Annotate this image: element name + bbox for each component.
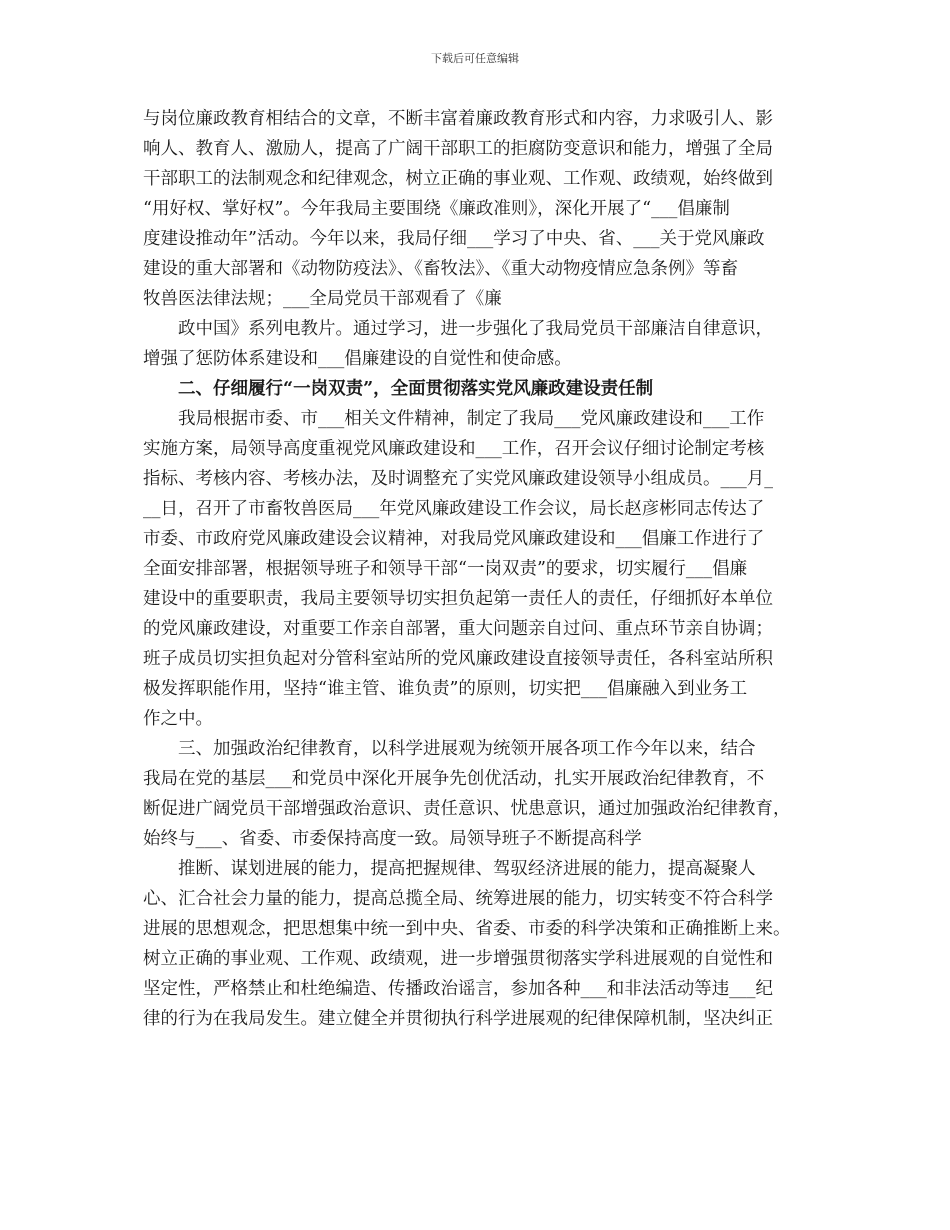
text-line: 极发挥职能作用，坚持“谁主管、谁负责”的原则，切实把___倡廉融入到业务工 — [143, 679, 748, 699]
text-line: 三、加强政治纪律教育，以科学进展观为统领开展各项工作今年以来，结合 — [178, 739, 756, 759]
text-line: 实施方案，局领导高度重视党风廉政建设和___工作，召开会议仔细讨论制定考核 — [143, 439, 765, 459]
text-line: 作之中。 — [143, 709, 213, 729]
text-line: 干部职工的法制观念和纪律观念，树立正确的事业观、工作观、政绩观，始终做到 — [143, 169, 773, 189]
section-heading: 二、仔细履行“一岗双责”，全面贯彻落实党风廉政建设责任制 — [178, 379, 654, 399]
text-line: 牧兽医法律法规；___全局党员干部观看了《廉 — [143, 289, 502, 309]
text-line: 我局在党的基层___和党员中深化开展争先创优活动，扎实开展政治纪律教育，不 — [143, 769, 765, 789]
text-line: 心、汇合社会力量的能力，提高总揽全局、统筹进展的能力，切实转变不符合科学 — [143, 889, 773, 909]
text-line: 建设中的重要职责，我局主要领导切实担负起第一责任人的责任，仔细抓好本单位 — [143, 589, 773, 609]
text-line: 坚定性，严格禁止和杜绝编造、传播政治谣言，参加各种___和非法活动等违___纪 — [143, 979, 773, 999]
text-line: 的党风廉政建设，对重要工作亲自部署，重大问题亲自过问、重点环节亲自协调； — [143, 619, 773, 639]
text-line: __日，召开了市畜牧兽医局___年党风廉政建设工作会议，局长赵彦彬同志传达了 — [143, 499, 765, 519]
text-line: 树立正确的事业观、工作观、政绩观，进一步增强贯彻落实学科进展观的自觉性和 — [143, 949, 773, 969]
text-line: 与岗位廉政教育相结合的文章，不断丰富着廉政教育形式和内容，力求吸引人、影 — [143, 109, 773, 129]
text-line: “用好权、掌好权”。今年我局主要围绕《廉政准则》，深化开展了“___倡廉制 — [143, 199, 730, 219]
text-line: 始终与___、省委、市委保持高度一致。局领导班子不断提高科学 — [143, 829, 642, 849]
text-line: 推断、谋划进展的能力，提高把握规律、驾驭经济进展的能力，提高凝聚人 — [178, 859, 756, 879]
text-line: 响人、教育人、激励人，提高了广阔干部职工的拒腐防变意识和能力，增强了全局 — [143, 139, 773, 159]
text-line: 我局根据市委、市___相关文件精神，制定了我局___党风廉政建设和___工作 — [178, 409, 765, 429]
text-line: 班子成员切实担负起对分管科室站所的党风廉政建设直接领导责任，各科室站所积 — [143, 649, 773, 669]
text-line: 市委、市政府党风廉政建设会议精神，对我局党风廉政建设和___倡廉工作进行了 — [143, 529, 765, 549]
document-body — [143, 104, 823, 1034]
text-line: 进展的思想观念，把思想集中统一到中央、省委、市委的科学决策和正确推断上来。 — [143, 919, 791, 939]
text-line: 律的行为在我局发生。建立健全并贯彻执行科学进展观的纪律保障机制，坚决纠正 — [143, 1009, 773, 1029]
text-line: 全面安排部署，根据领导班子和领导干部“一岗双责”的要求，切实履行___倡廉 — [143, 559, 748, 579]
text-line: 指标、考核内容、考核办法，及时调整充了实党风廉政建设领导小组成员。___月_ — [143, 469, 773, 489]
text-line: 政中国》系列电教片。通过学习，进一步强化了我局党员干部廉洁自律意识， — [178, 319, 773, 339]
text-line: 增强了惩防体系建设和___倡廉建设的自觉性和使命感。 — [143, 349, 572, 369]
page-header: 下载后可任意编辑 — [431, 52, 519, 65]
text-line: 断促进广阔党员干部增强政治意识、责任意识、忧患意识，通过加强政治纪律教育， — [143, 799, 791, 819]
text-line: 建设的重大部署和《动物防疫法》、《畜牧法》、《重大动物疫情应急条例》等畜 — [143, 259, 738, 279]
text-line: 度建设推动年”活动。今年以来，我局仔细___学习了中央、省、___关于党风廉政 — [143, 229, 765, 249]
